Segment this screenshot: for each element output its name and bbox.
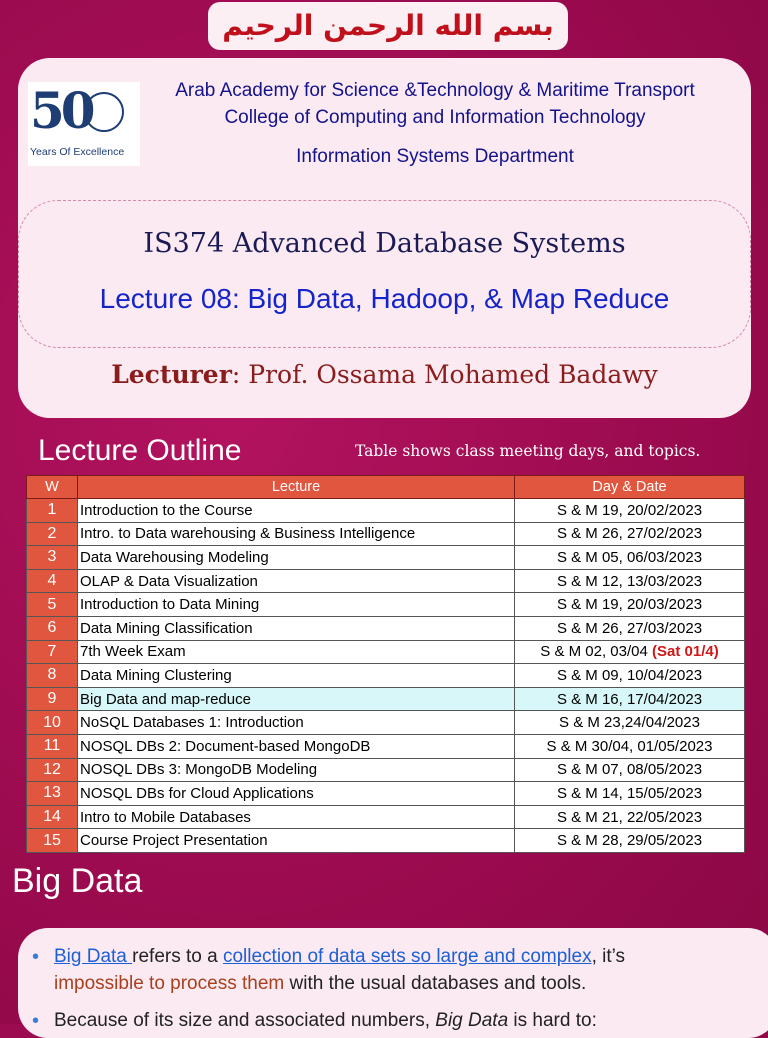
lecture-topic: NOSQL DBs 2: Document-based MongoDB xyxy=(78,734,515,758)
bullet-icon: • xyxy=(32,946,40,968)
lecture-date xyxy=(515,593,745,617)
date-text: S & M 28, 29/05/2023 xyxy=(556,832,703,850)
week-number: 3 xyxy=(27,546,78,570)
week-number: 4 xyxy=(27,569,78,593)
table-row xyxy=(27,569,745,593)
logo-caption: Years Of Excellence xyxy=(30,146,125,158)
lecture-topic: Data Warehousing Modeling xyxy=(78,546,515,570)
lecture-topic: Data Mining Clustering xyxy=(78,664,515,688)
lecture-date xyxy=(515,758,745,782)
anniversary-logo xyxy=(28,82,140,166)
department-name: Information Systems Department xyxy=(296,146,574,167)
date-note: (Sat 01/4) xyxy=(652,643,719,661)
lecture-topic: Introduction to Data Mining xyxy=(78,593,515,617)
week-number: 7 xyxy=(27,640,78,664)
lecture-date xyxy=(515,734,745,758)
seal-icon xyxy=(84,92,124,132)
week-number: 14 xyxy=(27,805,78,829)
lecture-date xyxy=(515,546,745,570)
lecture-date xyxy=(515,499,745,523)
lecture-date xyxy=(515,829,745,853)
bismillah-banner: بسم الله الرحمن الرحيم xyxy=(208,2,568,50)
course-title: IS374 Advanced Database Systems xyxy=(143,228,626,259)
bullet-item xyxy=(32,943,762,1003)
lecture-topic: Big Data and map-reduce xyxy=(78,687,515,711)
lecture-date xyxy=(515,522,745,546)
lecture-date xyxy=(515,664,745,688)
lecture-topic: Data Mining Classification xyxy=(78,616,515,640)
lecture-topic: NOSQL DBs for Cloud Applications xyxy=(78,782,515,806)
week-number: 9 xyxy=(27,687,78,711)
lecture-date xyxy=(515,569,745,593)
collection-link[interactable]: collection of data sets so large and complex xyxy=(222,946,592,967)
lecture-date xyxy=(515,640,745,664)
italic-term: Big Data xyxy=(435,1010,509,1031)
lecture-title: Lecture 08: Big Data, Hadoop, & Map Reduce xyxy=(99,283,670,314)
logo-number: 50 xyxy=(30,81,92,140)
lecture-date xyxy=(515,805,745,829)
date-text: S & M 14, 15/05/2023 xyxy=(556,784,703,802)
week-number: 13 xyxy=(27,782,78,806)
lecture-date xyxy=(515,687,745,711)
table-header-row xyxy=(27,476,745,499)
date-text: S & M 07, 08/05/2023 xyxy=(556,761,703,779)
week-number: 5 xyxy=(27,593,78,617)
bullet-text-part: with the usual databases and tools. xyxy=(284,973,587,994)
date-text: S & M 02, 03/04 xyxy=(540,643,653,661)
week-number: 2 xyxy=(27,522,78,546)
emphasis-text: impossible to process them xyxy=(54,973,285,994)
table-row xyxy=(27,522,745,546)
table-row xyxy=(27,664,745,688)
bullet-text-part: refers to a xyxy=(132,946,223,967)
week-number: 11 xyxy=(27,734,78,758)
lecturer-label: Lecturer xyxy=(111,360,232,389)
lecture-topic: Intro. to Data warehousing & Business Intelligence xyxy=(78,522,515,546)
table-row xyxy=(27,711,745,735)
table-row xyxy=(27,829,745,853)
bullet-text xyxy=(54,943,625,997)
week-number: 10 xyxy=(27,711,78,735)
table-row xyxy=(27,593,745,617)
table-row xyxy=(27,805,745,829)
lecture-date xyxy=(515,782,745,806)
bullet-icon: • xyxy=(32,1010,40,1032)
lecture-topic: OLAP & Data Visualization xyxy=(78,569,515,593)
lecture-topic: Introduction to the Course xyxy=(78,499,515,523)
table-row xyxy=(27,640,745,664)
lecture-topic: Intro to Mobile Databases xyxy=(78,805,515,829)
table-row xyxy=(27,546,745,570)
lecture-topic: NOSQL DBs 3: MongoDB Modeling xyxy=(78,758,515,782)
date-text: S & M 26, 27/03/2023 xyxy=(556,619,703,637)
section-title: Big Data xyxy=(12,862,143,900)
table-row xyxy=(27,782,745,806)
title-frame xyxy=(18,200,751,348)
week-number: 15 xyxy=(27,829,78,853)
week-number: 8 xyxy=(27,664,78,688)
date-text: S & M 19, 20/03/2023 xyxy=(556,596,703,614)
date-text: S & M 05, 06/03/2023 xyxy=(556,548,703,566)
week-number: 1 xyxy=(27,499,78,523)
week-number: 12 xyxy=(27,758,78,782)
date-text: S & M 26, 27/02/2023 xyxy=(556,525,703,543)
date-text: S & M 30/04, 01/05/2023 xyxy=(546,737,713,755)
lecturer-line xyxy=(18,360,751,389)
lecture-topic: Course Project Presentation xyxy=(78,829,515,853)
outline-table xyxy=(26,475,745,853)
institution-name: Arab Academy for Science &Technology & Maritime Transport xyxy=(175,80,695,101)
outline-heading: Lecture Outline xyxy=(38,434,242,467)
big-data-link[interactable]: Big Data xyxy=(54,946,133,967)
bullet-text xyxy=(54,1007,597,1034)
lecture-date xyxy=(515,616,745,640)
table-row xyxy=(27,758,745,782)
table-row xyxy=(27,616,745,640)
lecture-topic: NoSQL Databases 1: Introduction xyxy=(78,711,515,735)
date-text: S & M 23,24/04/2023 xyxy=(559,714,700,732)
col-week: W xyxy=(27,476,78,499)
bullet-text-part: is hard to: xyxy=(508,1010,597,1031)
bullet-text-part: Because of its size and associated numbers, xyxy=(54,1010,436,1031)
week-number: 6 xyxy=(27,616,78,640)
bullet-text-part: , it’s xyxy=(591,946,626,967)
lecturer-name: : Prof. Ossama Mohamed Badawy xyxy=(231,360,658,389)
table-row xyxy=(27,734,745,758)
date-text: S & M 09, 10/04/2023 xyxy=(556,666,703,684)
date-text: S & M 12, 13/03/2023 xyxy=(556,572,703,590)
date-text: S & M 19, 20/02/2023 xyxy=(556,501,703,519)
date-text: S & M 16, 17/04/2023 xyxy=(556,690,703,708)
table-row xyxy=(27,687,745,711)
lecture-topic: 7th Week Exam xyxy=(78,640,515,664)
college-name: College of Computing and Information Technology xyxy=(224,107,646,128)
lecture-date xyxy=(515,711,745,735)
col-date: Day & Date xyxy=(515,476,745,499)
table-row xyxy=(27,499,745,523)
date-text: S & M 21, 22/05/2023 xyxy=(556,808,703,826)
col-lecture: Lecture xyxy=(78,476,515,499)
table-caption: Table shows class meeting days, and topics. xyxy=(355,442,701,460)
bullet-item xyxy=(32,1007,762,1032)
